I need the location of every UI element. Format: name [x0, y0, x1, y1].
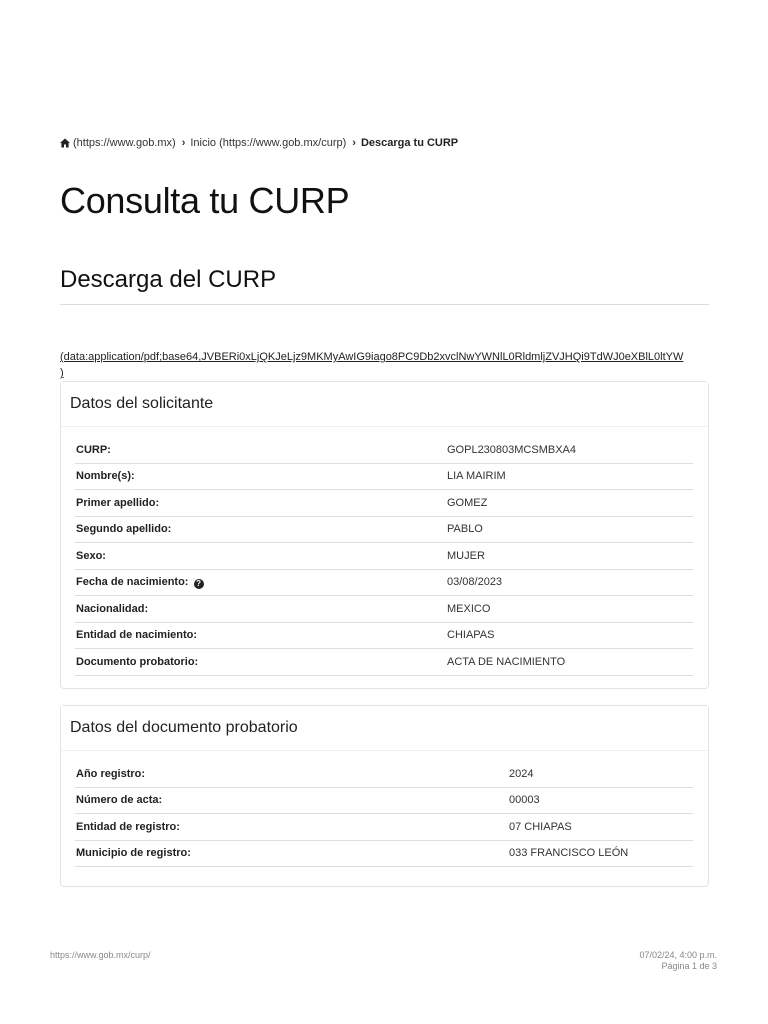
- row-label: Número de acta:: [75, 787, 508, 814]
- breadcrumb-inicio-link[interactable]: Inicio (https://www.gob.mx/curp): [190, 137, 347, 149]
- chevron-right-icon: ›: [181, 137, 186, 149]
- table-row: [75, 787, 693, 814]
- breadcrumb-home-link[interactable]: (https://www.gob.mx): [73, 137, 176, 149]
- section-title: Descarga del CURP: [60, 266, 277, 293]
- page-title: Consulta tu CURP: [60, 180, 350, 221]
- row-label: CURP:: [75, 437, 446, 463]
- row-label: Documento probatorio:: [75, 649, 446, 676]
- table-row: [75, 840, 693, 867]
- table-row: [75, 543, 693, 570]
- row-value: 033 FRANCISCO LEÓN: [508, 840, 693, 867]
- row-value: MEXICO: [446, 596, 693, 623]
- row-label: Primer apellido:: [75, 490, 446, 517]
- row-value: CHIAPAS: [446, 622, 693, 649]
- row-label: Entidad de registro:: [75, 814, 508, 841]
- row-value: 07 CHIAPAS: [508, 814, 693, 841]
- table-row: [75, 814, 693, 841]
- table-row: [75, 437, 693, 463]
- solicitante-panel-heading: [61, 382, 708, 427]
- table-row: [75, 569, 693, 596]
- row-value: GOPL230803MCSMBXA4: [446, 437, 693, 463]
- row-value: LIA MAIRIM: [446, 463, 693, 490]
- home-icon[interactable]: [60, 138, 70, 148]
- row-value: MUJER: [446, 543, 693, 570]
- row-value: 2024: [508, 761, 693, 787]
- row-label: [75, 569, 446, 596]
- footer-datetime: 07/02/24, 4:00 p.m.: [639, 950, 717, 960]
- row-value: ACTA DE NACIMIENTO: [446, 649, 693, 676]
- chevron-right-icon: ›: [352, 137, 356, 149]
- solicitante-table: [75, 437, 693, 676]
- row-value: GOMEZ: [446, 490, 693, 517]
- solicitante-panel: [60, 381, 709, 689]
- table-row: [75, 463, 693, 490]
- solicitante-panel-title: Datos del solicitante: [70, 395, 214, 412]
- table-row: [75, 490, 693, 517]
- documento-table: [75, 761, 693, 867]
- row-label: Año registro:: [75, 761, 508, 787]
- row-label: Entidad de nacimiento:: [75, 622, 446, 649]
- documento-panel-title: Datos del documento probatorio: [70, 719, 298, 736]
- row-label: Municipio de registro:: [75, 840, 508, 867]
- table-row: [75, 596, 693, 623]
- table-row: [75, 649, 693, 676]
- footer-page-number: Página 1 de 3: [661, 961, 717, 971]
- row-value: PABLO: [446, 516, 693, 543]
- footer-meta: [639, 950, 717, 972]
- pdf-download-link-close[interactable]: ): [60, 367, 64, 379]
- row-label: Nombre(s):: [75, 463, 446, 490]
- footer-url: https://www.gob.mx/curp/: [50, 950, 151, 960]
- documento-panel: [60, 705, 709, 887]
- section-divider: [60, 304, 709, 305]
- row-value: 00003: [508, 787, 693, 814]
- row-label: Sexo:: [75, 543, 446, 570]
- table-row: [75, 761, 693, 787]
- pdf-download-link[interactable]: (data:application/pdf;base64,JVBERi0xLjQKJeLjz9MKMyAwIG9iago8PC9Db2xvclNwYWNlL0RldmljZVJHQi9TdWJ0eXBlL0ltYW: [60, 351, 684, 363]
- row-label: Segundo apellido:: [75, 516, 446, 543]
- table-row: [75, 516, 693, 543]
- row-label: Nacionalidad:: [75, 596, 446, 623]
- breadcrumb-current: Descarga tu CURP: [360, 137, 459, 149]
- row-value: 03/08/2023: [446, 569, 693, 596]
- table-row: [75, 622, 693, 649]
- row-label-text: Fecha de nacimiento:: [76, 575, 189, 588]
- documento-panel-heading: [61, 706, 708, 751]
- breadcrumb: [60, 137, 458, 149]
- question-circle-icon[interactable]: ?: [194, 579, 204, 589]
